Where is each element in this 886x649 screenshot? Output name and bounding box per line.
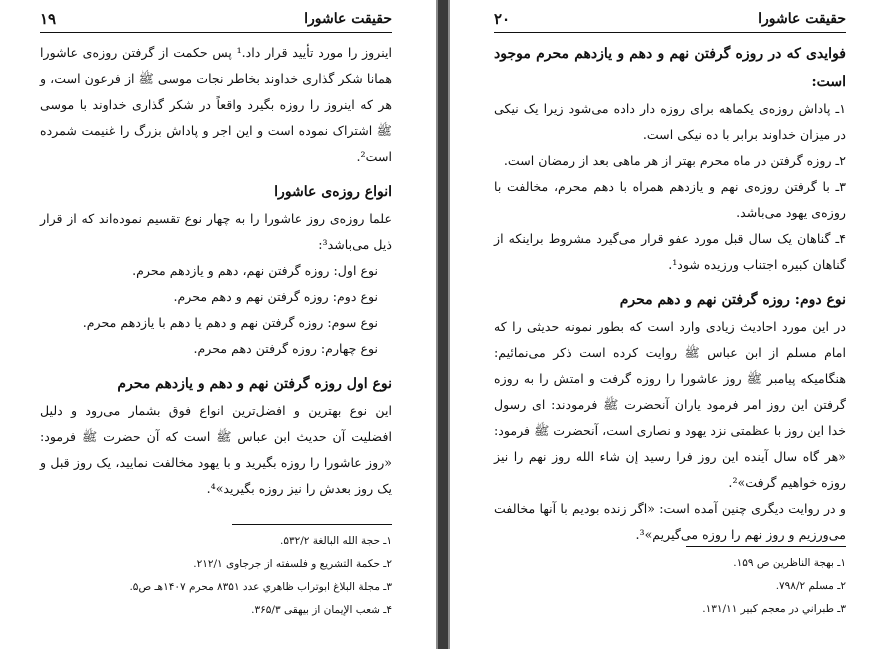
page-number: ۲۰ <box>494 10 511 28</box>
section-heading: انواع روزه‌ی عاشورا <box>274 184 392 200</box>
running-title: حقیقت عاشورا <box>304 11 392 27</box>
paragraph: در این مورد احادیث زیادی وارد است که بطور نمونه حدیثی را که امام مسلم از ابن عباس ﷺ روایت کرده است ذکر می‌نمائیم: هنگامیکه پیامبر ﷺ روز عاشورا را روزه گرفت و امتش را به روزه گرفتن این روز امر فرمود یاران آنحضرت ﷺ فرمودند: ای رسول خدا این روز با عظمتی نزد یهود و نصاری است، آنحضرت ﷺ فرمود: «هر گاه سال آینده این روز فرا رسید إن شاء الله روز نهم را نیز روزه خواهیم گرفت»². <box>494 319 846 490</box>
footnote-divider <box>232 524 392 525</box>
section-heading: فوایدی که در روزه گرفتن نهم و دهم و یازدهم محرم موجود است: <box>494 46 846 90</box>
list-item: نوع سوم: روزه گرفتن نهم و دهم یا دهم با یازدهم محرم. <box>82 315 378 330</box>
footnote: ۳ـ طبراني در معجم كبير ۱۳۱/۱۱. <box>702 603 846 615</box>
page-number: ۱۹ <box>40 10 57 28</box>
list-item: نوع چهارم: روزه گرفتن دهم محرم. <box>193 341 378 356</box>
page-body <box>494 40 846 548</box>
footnote: ۱ـ بهجة الناظرين ص ۱۵۹. <box>733 557 846 569</box>
footnote: ۲ـ مسلم ۷۹۸/۲. <box>775 580 846 592</box>
footnote: ۲ـ حکمة التشریع و فلسفته از جرجاوی ۲۱۲/۱. <box>193 558 392 570</box>
footnote: ۳ـ مجلة البلاغ ابوتراب ظاهري عدد ۸۳۵۱ محرم ۱۴۰۷هـ ص۵. <box>129 581 392 593</box>
list-item: ۲ـ روزه گرفتن در ماه محرم بهتر از هر ماهی بعد از رمضان است. <box>503 153 846 168</box>
list-item: ۴ـ گناهان یک سال قبل مورد عفو قرار می‌گیرد مشروط براینکه از گناهان کبیره اجتناب ورزیده شود¹. <box>494 231 846 272</box>
section-heading: نوع اول روزه گرفتن نهم و دهم و یازدهم محرم <box>117 376 392 392</box>
footnote: ۴ـ شعب الإيمان از بیهقی ۳۶۵/۳. <box>251 604 392 616</box>
section-heading: نوع دوم: روزه گرفتن نهم و دهم محرم <box>619 292 846 308</box>
book-gutter <box>436 0 450 649</box>
paragraph: این نوع بهترین و افضل‌ترین انواع فوق بشمار می‌رود و دلیل افضلیت آن حدیث ابن عباس ﷺ است که آن حضرت ﷺ فرمود: «روز عاشورا را روزه بگیرید و با یهود مخالفت نمایید، یک روز قبل و یک روز بعدش را نیز روزه بگیرید»⁴. <box>40 403 392 496</box>
running-title: حقیقت عاشورا <box>758 11 846 27</box>
paragraph: اینروز را مورد تأیید قرار داد.¹ پس حکمت از گرفتن روزه‌ی عاشورا همانا شکر گذاری خداوند بخاطر نجات موسی ﷺ از فرعون است، و هر که اینروز را روزه بگیرد واقعاً در شکر گذاری خداوند با موسی ﷺ اشتراک نموده است و این اجر و پاداش بزرگ را غنیمت شمرده است². <box>40 45 392 164</box>
footnote-divider <box>686 546 846 547</box>
page-header <box>494 10 846 33</box>
list-item: ۳ـ با گرفتن روزه‌ی نهم و یازدهم همراه با دهم محرم، مخالفت با روزه‌ی یهود می‌باشد. <box>494 179 846 220</box>
book-page-left <box>0 0 436 649</box>
paragraph: و در روایت دیگری چنین آمده است: «اگر زنده بودیم با آنها مخالفت می‌ورزیم و روز نهم را روزه می‌گیریم»³. <box>494 501 846 542</box>
footnote: ۱ـ حجة الله البالغة ۵۳۲/۲. <box>279 535 392 547</box>
paragraph: علما روزه‌ی روز عاشورا را به چهار نوع تقسیم نموده‌اند که از قرار ذیل می‌باشد³: <box>40 211 392 252</box>
list-item: نوع دوم: روزه گرفتن نهم و دهم محرم. <box>173 289 378 304</box>
page-header <box>40 10 392 33</box>
page-body <box>40 40 392 502</box>
book-page-right <box>450 0 886 649</box>
list-item: نوع اول: روزه گرفتن نهم، دهم و یازدهم محرم. <box>132 263 378 278</box>
list-item: ۱ـ پاداش روزه‌ی یکماهه برای روزه دار داده می‌شود زیرا یک نیکی در میزان خداوند برابر با ده نیکی است. <box>494 101 846 142</box>
